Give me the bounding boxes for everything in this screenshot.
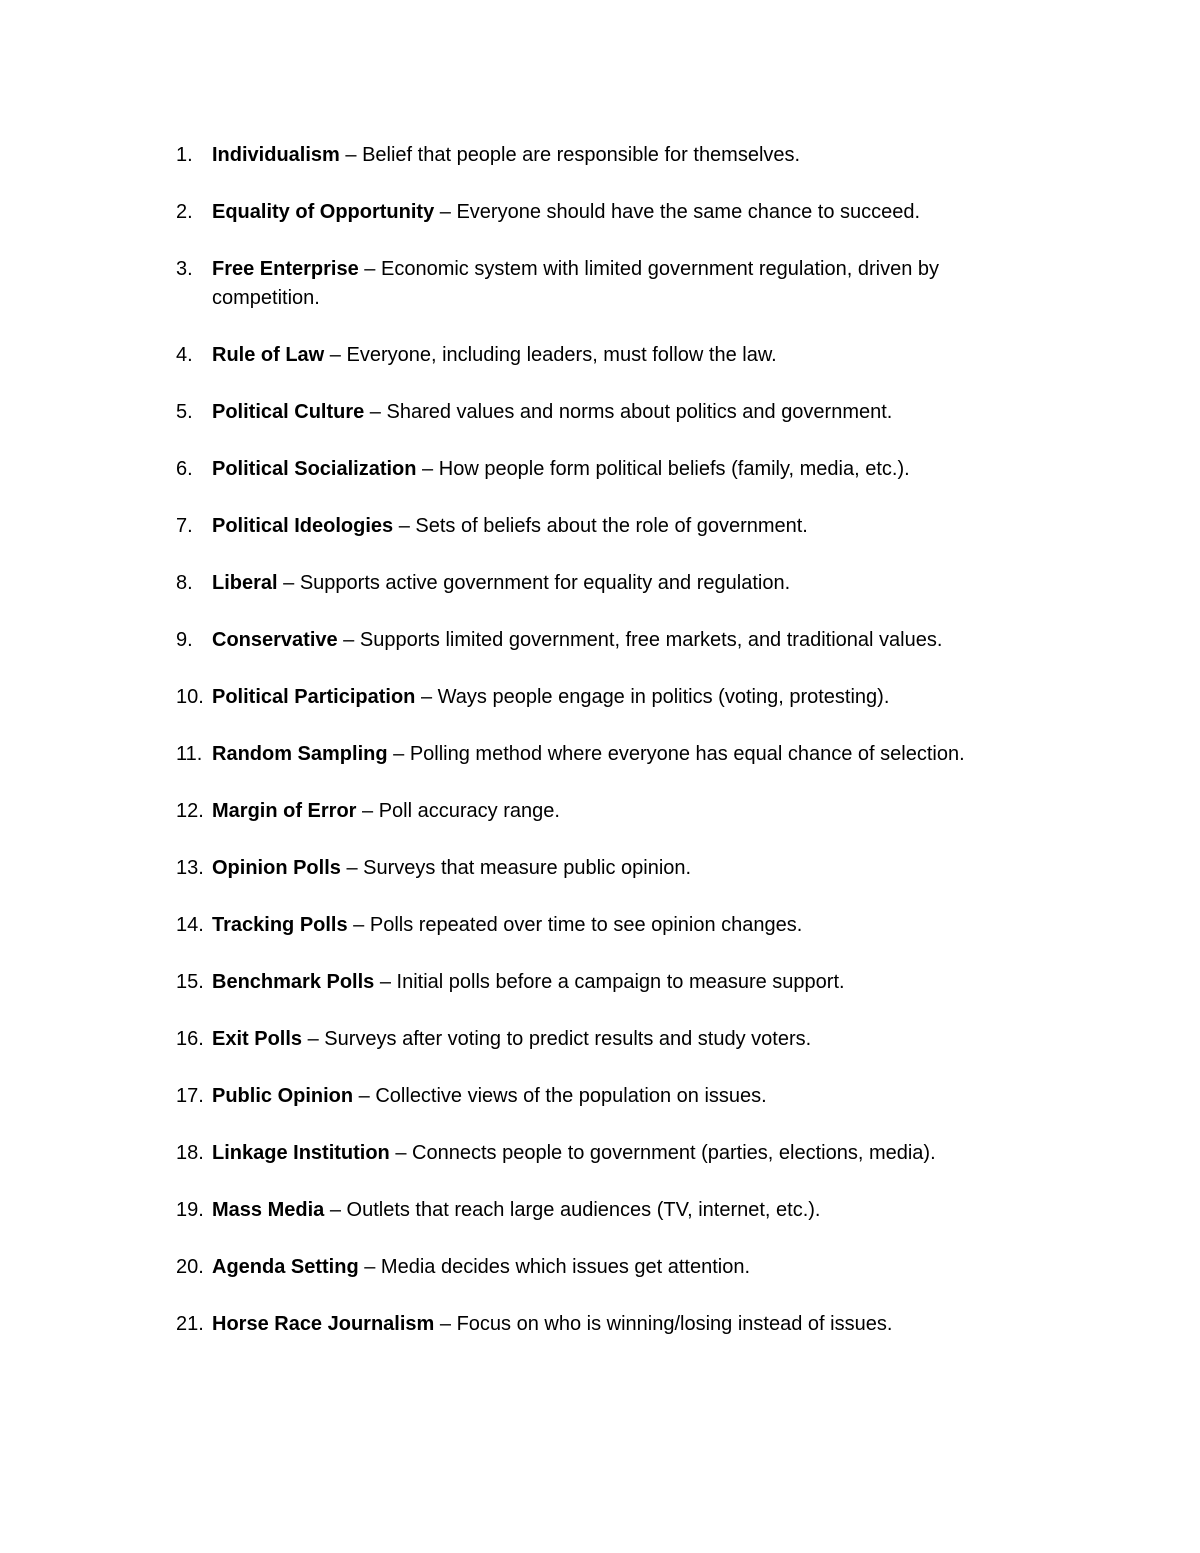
item-term: Mass Media (212, 1198, 325, 1221)
list-item (176, 398, 1036, 427)
item-number: 7. (176, 514, 193, 537)
item-separator: – (387, 742, 410, 765)
item-separator: – (389, 1141, 413, 1164)
item-number: 2. (176, 201, 193, 223)
item-body (212, 797, 1036, 826)
item-definition: Economic system with limited government regulation, driven by competition. (212, 258, 940, 309)
item-separator: – (393, 514, 416, 537)
list-item (176, 198, 1036, 227)
item-definition: How people form political beliefs (family, media, etc.). (438, 457, 910, 480)
item-number: 13. (176, 856, 204, 879)
item-separator: – (324, 1198, 347, 1221)
item-term: Public Opinion (212, 1084, 354, 1107)
item-separator: – (358, 258, 381, 280)
item-definition: Sets of beliefs about the role of government. (415, 514, 808, 537)
item-definition: Surveys after voting to predict results and study voters. (324, 1027, 812, 1050)
item-separator: – (374, 970, 397, 993)
item-term: Free Enterprise (212, 258, 359, 280)
item-body (212, 141, 1036, 170)
item-term: Agenda Setting (212, 1255, 359, 1278)
item-body (212, 341, 1036, 370)
item-body (212, 198, 1036, 227)
list-item (176, 1082, 1036, 1111)
item-body (212, 626, 1036, 655)
item-number: 9. (176, 628, 193, 651)
item-definition: Ways people engage in politics (voting, protesting). (437, 685, 890, 708)
item-term: Political Socialization (212, 457, 417, 480)
item-number: 16. (176, 1027, 204, 1050)
item-number: 3. (176, 258, 193, 280)
item-body (212, 398, 1036, 427)
item-body (212, 683, 1036, 712)
item-definition: Poll accuracy range. (378, 799, 560, 822)
item-separator: – (356, 799, 379, 822)
item-body (212, 512, 1036, 541)
item-term: Benchmark Polls (212, 970, 375, 993)
item-term: Tracking Polls (212, 913, 348, 936)
item-body (212, 740, 1036, 769)
list-item (176, 141, 1036, 170)
item-term: Political Ideologies (212, 514, 394, 537)
item-term: Horse Race Journalism (212, 1312, 435, 1335)
item-definition: Shared values and norms about politics and government. (386, 400, 893, 423)
item-term: Individualism (212, 144, 340, 166)
item-definition: Collective views of the population on issues. (375, 1084, 767, 1107)
item-definition: Focus on who is winning/losing instead of issues. (456, 1312, 893, 1335)
list-item (176, 1196, 1036, 1225)
item-separator: – (324, 343, 347, 366)
list-item (176, 854, 1036, 883)
item-definition: Surveys that measure public opinion. (363, 856, 692, 879)
item-definition: Polling method where everyone has equal chance of selection. (409, 742, 965, 765)
item-term: Political Participation (212, 685, 416, 708)
item-number: 18. (176, 1141, 204, 1164)
item-definition: Polls repeated over time to see opinion changes. (369, 913, 803, 936)
item-body (212, 1310, 1036, 1339)
item-definition: Outlets that reach large audiences (TV, internet, etc.). (346, 1198, 821, 1221)
item-definition: Connects people to government (parties, elections, media). (412, 1141, 936, 1164)
list-item (176, 740, 1036, 769)
list-item (176, 512, 1036, 541)
item-definition: Belief that people are responsible for themselves. (362, 144, 801, 166)
item-body (212, 968, 1036, 997)
item-separator: – (337, 628, 360, 651)
item-separator: – (347, 913, 370, 936)
item-number: 17. (176, 1084, 204, 1107)
item-separator: – (353, 1084, 376, 1107)
item-definition: Supports limited government, free markets, and traditional values. (359, 628, 943, 651)
list-item (176, 1025, 1036, 1054)
list-item (176, 1139, 1036, 1168)
item-term: Conservative (212, 628, 338, 651)
list-item (176, 626, 1036, 655)
item-number: 10. (176, 685, 204, 708)
item-term: Random Sampling (212, 742, 388, 765)
item-number: 21. (176, 1312, 204, 1335)
list-item (176, 797, 1036, 826)
item-term: Exit Polls (212, 1027, 303, 1050)
item-body (212, 1139, 1036, 1168)
item-number: 15. (176, 970, 204, 993)
list-item (176, 255, 1036, 312)
item-number: 5. (176, 400, 193, 423)
item-definition: Supports active government for equality and regulation. (299, 571, 791, 594)
list-item (176, 1310, 1036, 1339)
item-body (212, 911, 1036, 940)
list-item (176, 341, 1036, 370)
list-item (176, 1253, 1036, 1282)
item-separator: – (416, 457, 439, 480)
list-item (176, 683, 1036, 712)
item-number: 20. (176, 1255, 204, 1278)
list-item (176, 569, 1036, 598)
item-separator: – (277, 571, 300, 594)
item-definition: Media decides which issues get attention. (380, 1255, 751, 1278)
item-term: Liberal (212, 571, 278, 594)
item-body (212, 1025, 1036, 1054)
item-definition: Everyone, including leaders, must follow the law. (346, 343, 777, 366)
item-term: Linkage Institution (212, 1141, 390, 1164)
item-number: 19. (176, 1198, 204, 1221)
item-definition: Initial polls before a campaign to measure support. (396, 970, 845, 993)
list-item (176, 968, 1036, 997)
item-body (212, 854, 1036, 883)
item-term: Margin of Error (212, 799, 357, 822)
list-item (176, 911, 1036, 940)
item-body (212, 1082, 1036, 1111)
item-term: Equality of Opportunity (212, 201, 435, 223)
item-separator: – (340, 856, 364, 879)
item-body (212, 569, 1036, 598)
item-separator: – (358, 1255, 381, 1278)
item-separator: – (434, 201, 457, 223)
item-number: 12. (176, 799, 204, 822)
item-separator: – (302, 1027, 325, 1050)
item-number: 14. (176, 913, 204, 936)
item-number: 4. (176, 343, 193, 366)
item-term: Opinion Polls (212, 856, 341, 879)
item-term: Political Culture (212, 400, 365, 423)
glossary-list (176, 141, 1036, 1367)
item-separator: – (364, 400, 387, 423)
list-item (176, 455, 1036, 484)
item-body (212, 1196, 1036, 1225)
item-separator: – (415, 685, 438, 708)
item-number: 8. (176, 571, 193, 594)
item-body (212, 1253, 1036, 1282)
item-body (212, 255, 1036, 312)
item-number: 6. (176, 457, 193, 480)
item-term: Rule of Law (212, 343, 325, 366)
item-number: 1. (176, 144, 193, 166)
item-separator: – (339, 144, 363, 166)
item-body (212, 455, 1036, 484)
item-separator: – (434, 1312, 457, 1335)
item-definition: Everyone should have the same chance to succeed. (456, 201, 921, 223)
item-number: 11. (176, 742, 203, 765)
